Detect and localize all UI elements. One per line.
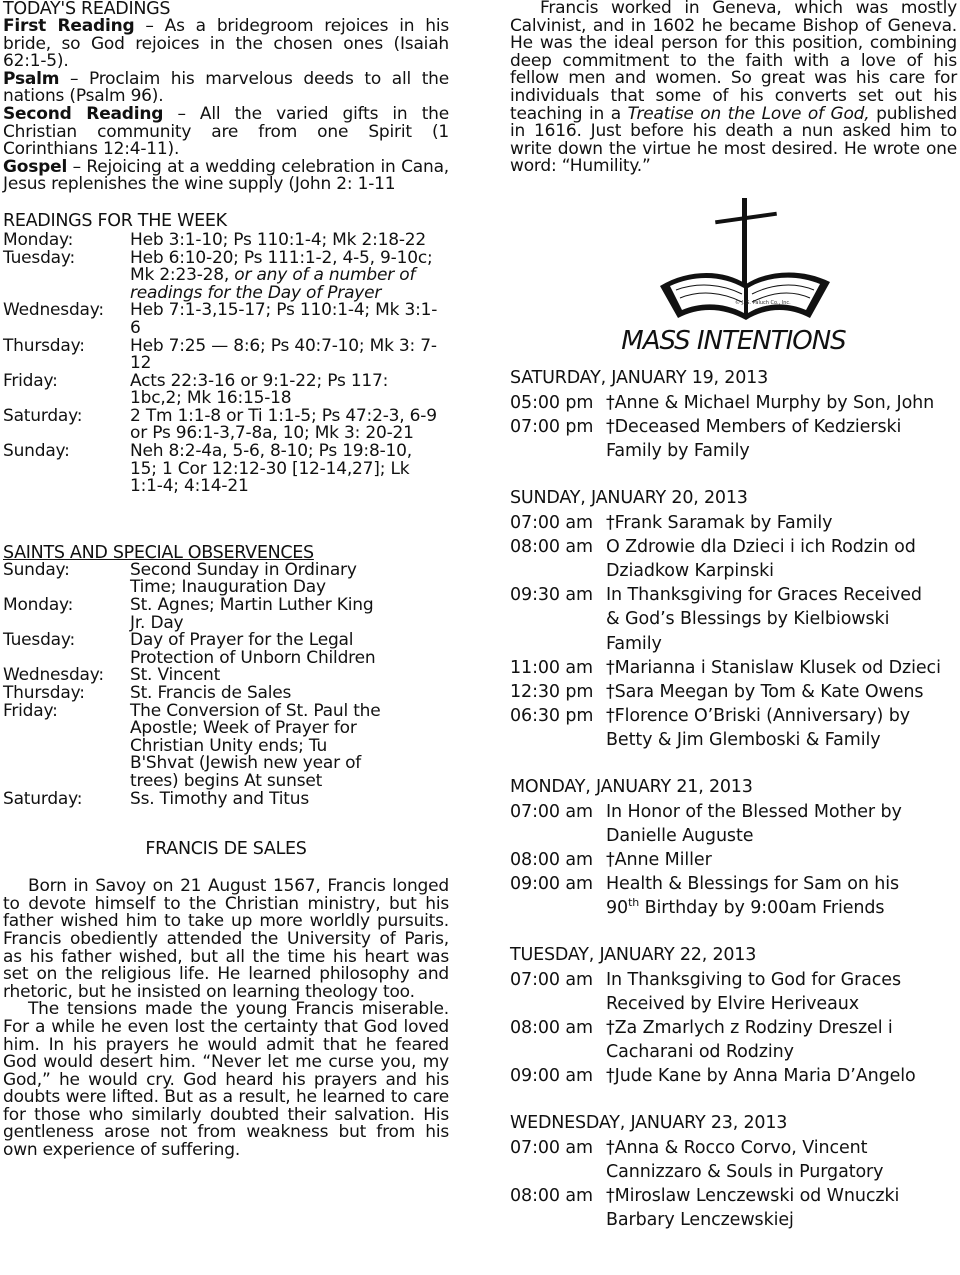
mass-intention — [510, 583, 957, 656]
mass-intention — [510, 535, 957, 583]
mass-day — [510, 368, 957, 464]
week-reading-row — [3, 370, 449, 409]
week-reading-text: Heb 3:1-10; Ps 110:1-4; Mk 2:18-22 — [130, 229, 427, 250]
cross-icon: † — [606, 657, 615, 678]
mass-intention-cont-b: Birthday by 9:00am Friends — [639, 898, 885, 919]
cross-icon: † — [606, 681, 615, 702]
mass-day-date: TUESDAY, JANUARY 22, 2013 — [510, 944, 757, 965]
mass-time: 07:00 am — [510, 969, 593, 990]
mass-time: 11:00 am — [510, 657, 593, 678]
mass-time: 09:00 am — [510, 874, 593, 895]
francis-heading: FRANCIS DE SALES — [145, 839, 307, 860]
mass-intention-text — [606, 535, 957, 583]
mass-intention-line — [606, 1136, 957, 1160]
mass-intentions-list — [510, 368, 957, 1232]
mass-day — [510, 488, 957, 753]
week-reading-row — [3, 302, 449, 337]
reading-label: Gospel — [3, 156, 68, 177]
mass-intention-cont: Danielle Auguste — [606, 825, 754, 846]
mass-time: 09:00 am — [510, 1066, 593, 1087]
week-reading-row — [3, 443, 449, 496]
mass-intention — [510, 415, 957, 463]
francis-paragraph-1: Born in Savoy on 21 August 1567, Francis longed to devote himself to the Christian ministry, but his father wished him to take up more worldly pursuits. Francis obediently attended the University of Paris, as his father wished, but all the time his heart was set on the religious life. He learned philosophy and rhetoric, but he insisted on learning theology too. — [3, 876, 449, 1002]
saints-day: Monday: — [3, 595, 74, 616]
treatise-title: Treatise on the Love of God, — [627, 103, 870, 124]
week-reading-row — [3, 247, 449, 303]
mass-intentions-title: MASS INTENTIONS — [621, 325, 846, 356]
saints-text: Day of Prayer for the Legal Protection of Unborn Children — [130, 630, 376, 668]
mass-intention-cont: Cacharani od Rodziny — [606, 1042, 794, 1063]
saints-text: St. Agnes; Martin Luther King Jr. Day — [130, 595, 374, 633]
week-readings-list — [3, 229, 449, 497]
mass-intention-line — [606, 848, 957, 872]
saints-day: Friday: — [3, 700, 58, 721]
mass-intention-cont: & God’s Blessings by Kielbiowski — [606, 609, 890, 630]
mass-intention-name: Frank Saramak by Family — [614, 512, 833, 533]
cross-icon: † — [606, 1066, 615, 1087]
logo-caption: © J. S. Paluch Co., Inc. — [735, 299, 791, 306]
mass-intention-name: Jude Kane by Anna Maria D’Angelo — [614, 1066, 916, 1087]
mass-intention-line — [606, 1184, 957, 1208]
francis-paragraph-2: The tensions made the young Francis miserable. For a while he even lost the certainty that God loved him. In his prayers he would admit that he feared God would desert him. “Never let me curse you, my God,” he would cry. God heard his prayers and his doubts were lifted. But as a result, he learned to care for those who similarly doubted their salvation. His gentleness arose not from weakness but from his own experience of suffering. — [3, 999, 449, 1161]
mass-intention-text — [606, 968, 957, 1016]
mass-intention-name: Health & Blessings for Sam on his — [606, 874, 900, 895]
reading-text: – Proclaim his marvelous deeds to all the nations (Psalm 96). — [3, 68, 449, 107]
mass-intention-cont: Betty & Jim Glemboski & Family — [606, 730, 881, 751]
saints-row — [3, 559, 449, 598]
mass-intention — [510, 511, 957, 535]
saints-day: Tuesday: — [3, 630, 76, 651]
mass-intention-text — [606, 415, 957, 463]
reading-item — [3, 156, 449, 195]
saints-text: St. Francis de Sales — [130, 683, 292, 703]
cross-icon: † — [606, 417, 615, 438]
mass-intention-line — [606, 704, 957, 728]
week-reading-day: Wednesday: — [3, 300, 104, 321]
mass-intention — [510, 1064, 957, 1088]
mass-intention-name: Deceased Members of Kedzierski — [614, 417, 902, 438]
mass-day-date: WEDNESDAY, JANUARY 23, 2013 — [510, 1112, 788, 1133]
mass-time: 07:00 am — [510, 801, 593, 822]
mass-intention-name: Sara Meegan by Tom & Kate Owens — [614, 681, 924, 702]
cross-icon: † — [606, 849, 615, 870]
mass-intention-cont: Cannizzaro & Souls in Purgatory — [606, 1161, 884, 1182]
week-reading-day: Tuesday: — [3, 247, 76, 268]
mass-intention-name: Florence O’Briski (Anniversary) by — [614, 706, 910, 727]
mass-day — [510, 777, 957, 921]
week-reading-text: Heb 7:1-3,15-17; Ps 110:1-4; Mk 3:1-6 — [130, 300, 438, 338]
mass-intention-cont: Family by Family — [606, 441, 750, 462]
mass-intention-cont-a: 90 — [606, 898, 629, 919]
ordinal-suffix: th — [628, 896, 640, 910]
saints-row — [3, 632, 449, 667]
mass-intention — [510, 848, 957, 872]
cross-icon: † — [606, 392, 615, 413]
francis-paragraph-3-text: Francis worked in Geneva, which was mostly Calvinist, and in 1602 he became Bishop of Geneva. He was the ideal person for this position, combining deep commitment to the faith with a love of his fellow men and women. So great was his care for individuals that some of his converts set out his teaching in a — [510, 0, 957, 124]
mass-intention-cont — [606, 896, 957, 920]
mass-intention-cont: Dziadkow Karpinski — [606, 560, 774, 581]
mass-intention-text — [606, 391, 957, 415]
week-reading-text: Heb 6:10-20; Ps 111:1-2, 4-5, 9-10c; Mk 2:23-28, or any of a number of readings for the Day of Prayer — [130, 247, 433, 303]
mass-intention-text — [606, 704, 957, 752]
mass-intention-cont: Family — [606, 633, 662, 654]
week-reading-day: Sunday: — [3, 441, 70, 462]
week-readings-heading: READINGS FOR THE WEEK — [3, 210, 227, 231]
mass-intention-line — [606, 656, 957, 680]
week-reading-text: 2 Tm 1:1-8 or Ti 1:1-5; Ps 47:2-3, 6-9 or Ps 96:1-3,7-8a, 10; Mk 3: 20-21 — [130, 405, 437, 444]
reading-label: Second Reading — [3, 103, 164, 124]
mass-intention — [510, 680, 957, 704]
mass-intention-line — [606, 511, 957, 535]
mass-time: 08:00 am — [510, 1186, 593, 1207]
todays-readings-list — [3, 18, 449, 194]
week-reading-row — [3, 335, 449, 374]
mass-intention-line — [606, 968, 957, 992]
mass-intention — [510, 1184, 957, 1232]
week-reading-day: Friday: — [3, 370, 58, 391]
week-reading-row — [3, 405, 449, 444]
mass-intention-text — [606, 1136, 957, 1184]
cross-icon: † — [606, 1137, 615, 1158]
mass-intention-text — [606, 511, 957, 535]
saints-day: Wednesday: — [3, 665, 104, 686]
saints-row — [3, 685, 449, 703]
saints-heading: SAINTS AND SPECIAL OBSERVENCES — [3, 542, 314, 563]
saints-row — [3, 788, 449, 809]
mass-intention-line — [606, 583, 957, 607]
week-reading-day: Saturday: — [3, 405, 83, 426]
mass-intention-cont: Barbary Lenczewskiej — [606, 1210, 794, 1231]
saints-list — [3, 559, 449, 809]
francis-paragraph-3 — [510, 0, 957, 176]
mass-intention-line — [606, 1064, 957, 1088]
logo — [510, 198, 957, 328]
mass-intention — [510, 1016, 957, 1064]
mass-intention-text — [606, 1064, 957, 1088]
week-reading-day: Thursday: — [3, 335, 85, 356]
week-reading-text: Heb 7:25 — 8:6; Ps 40:7-10; Mk 3: 7-12 — [130, 335, 437, 374]
saints-text: Second Sunday in Ordinary Time; Inauguration Day — [130, 559, 357, 598]
mass-intention-name: In Thanksgiving for Graces Received — [606, 585, 922, 606]
saints-row — [3, 700, 449, 791]
mass-day-date: SUNDAY, JANUARY 20, 2013 — [510, 487, 748, 508]
mass-time: 07:00 pm — [510, 417, 594, 438]
mass-intention-line — [606, 535, 957, 559]
cross-icon: † — [606, 706, 615, 727]
mass-intention — [510, 1136, 957, 1184]
mass-time: 09:30 am — [510, 585, 593, 606]
saints-text: St. Vincent — [130, 665, 221, 686]
mass-intention-name: In Honor of the Blessed Mother by — [606, 801, 902, 822]
mass-intention-line — [606, 391, 957, 415]
mass-intention-name: Miroslaw Lenczewski od Wnuczki — [614, 1186, 900, 1207]
reading-item — [3, 18, 449, 71]
mass-time: 08:00 am — [510, 536, 593, 557]
mass-intention-name: In Thanksgiving to God for Graces — [606, 969, 901, 990]
cross-icon: † — [606, 1186, 615, 1207]
mass-intention-cont: Received by Elvire Heriveaux — [606, 993, 859, 1014]
mass-intention-name: Anne & Michael Murphy by Son, John — [614, 392, 935, 413]
reading-text: – Rejoicing at a wedding celebration in Cana, Jesus replenishes the wine supply (John 2: 1-11 — [3, 156, 449, 195]
mass-time: 12:30 pm — [510, 681, 594, 702]
bible-cross-icon — [510, 198, 957, 328]
mass-intention-name: Anne Miller — [614, 849, 712, 870]
reading-item — [3, 103, 449, 160]
mass-intention-line — [606, 800, 957, 824]
mass-day-date: MONDAY, JANUARY 21, 2013 — [510, 776, 753, 797]
cross-icon: † — [606, 512, 615, 533]
right-column — [510, 0, 957, 1232]
mass-day — [510, 945, 957, 1089]
saints-day: Thursday: — [3, 683, 85, 703]
mass-time: 06:30 pm — [510, 706, 594, 727]
reading-text: – All the varied gifts in the Christian community are from one Spirit (1 Corinthians 12:4-11). — [3, 103, 449, 160]
todays-readings-heading: TODAY'S READINGS — [3, 0, 171, 19]
reading-text: – As a bridegroom rejoices in his bride, so God rejoices in the chosen ones (Isaiah 62:1-5). — [3, 16, 450, 72]
left-column — [3, 0, 449, 1160]
mass-intention — [510, 704, 957, 752]
mass-time: 05:00 pm — [510, 392, 594, 413]
mass-intention-text — [606, 1184, 957, 1232]
week-reading-day: Monday: — [3, 229, 74, 250]
mass-intention-text — [606, 1016, 957, 1064]
saints-text: The Conversion of St. Paul the Apostle; Week of Prayer for Christian Unity ends; Tu B'Shvat (Jewish new year of trees) begins At sunset — [130, 700, 381, 791]
mass-intention-name: Anna & Rocco Corvo, Vincent — [614, 1137, 868, 1158]
mass-intention-name: Marianna i Stanislaw Klusek od Dzieci — [614, 657, 941, 678]
mass-intention — [510, 391, 957, 415]
mass-intention-text — [606, 872, 957, 920]
mass-intention — [510, 968, 957, 1016]
francis-article — [3, 878, 449, 1160]
mass-intention-line — [606, 415, 957, 439]
reading-label: First Reading — [3, 16, 135, 36]
week-reading-text: Acts 22:3-16 or 9:1-22; Ps 117: 1bc,2; Mk 16:15-18 — [130, 370, 389, 409]
mass-intention-text — [606, 800, 957, 848]
mass-intention-name: Za Zmarlych z Rodziny Dreszel i — [614, 1018, 893, 1038]
mass-intention-text — [606, 583, 957, 656]
mass-day — [510, 1113, 957, 1233]
mass-intention-text — [606, 848, 957, 872]
mass-intention-line — [606, 1016, 957, 1040]
mass-time: 07:00 am — [510, 1137, 593, 1158]
reading-label: Psalm — [3, 68, 60, 89]
mass-time: 07:00 am — [510, 512, 593, 533]
mass-intention-text — [606, 656, 957, 680]
week-reading-text: Neh 8:2-4a, 5-6, 8-10; Ps 19:8-10, 15; 1 Cor 12:12-30 [12-14,27]; Lk 1:1-4; 4:14-21 — [130, 441, 412, 497]
saints-day: Sunday: — [3, 559, 70, 580]
saints-row — [3, 597, 449, 632]
mass-day-date: SATURDAY, JANUARY 19, 2013 — [510, 367, 769, 388]
saints-text: Ss. Timothy and Titus — [130, 788, 309, 809]
mass-intention-line — [606, 680, 957, 704]
mass-intention — [510, 656, 957, 680]
mass-time: 08:00 am — [510, 1018, 593, 1038]
week-reading-row — [3, 229, 449, 250]
week-reading-alt: or any of a number of readings for the Day of Prayer — [130, 265, 416, 303]
francis-paragraph-3-end: published in 1616. Just before his death a nun asked him to write down the virtue he most desired. He wrote one word: “Humility.” — [510, 103, 957, 177]
reading-item — [3, 68, 449, 107]
mass-intention-text — [606, 680, 957, 704]
mass-intention — [510, 872, 957, 920]
mass-intention-name: O Zdrowie dla Dzieci i ich Rodzin od — [606, 536, 916, 557]
mass-intention-line — [606, 872, 957, 896]
mass-time: 08:00 am — [510, 849, 593, 870]
mass-intention — [510, 800, 957, 848]
saints-day: Saturday: — [3, 788, 83, 809]
cross-icon: † — [606, 1018, 615, 1038]
